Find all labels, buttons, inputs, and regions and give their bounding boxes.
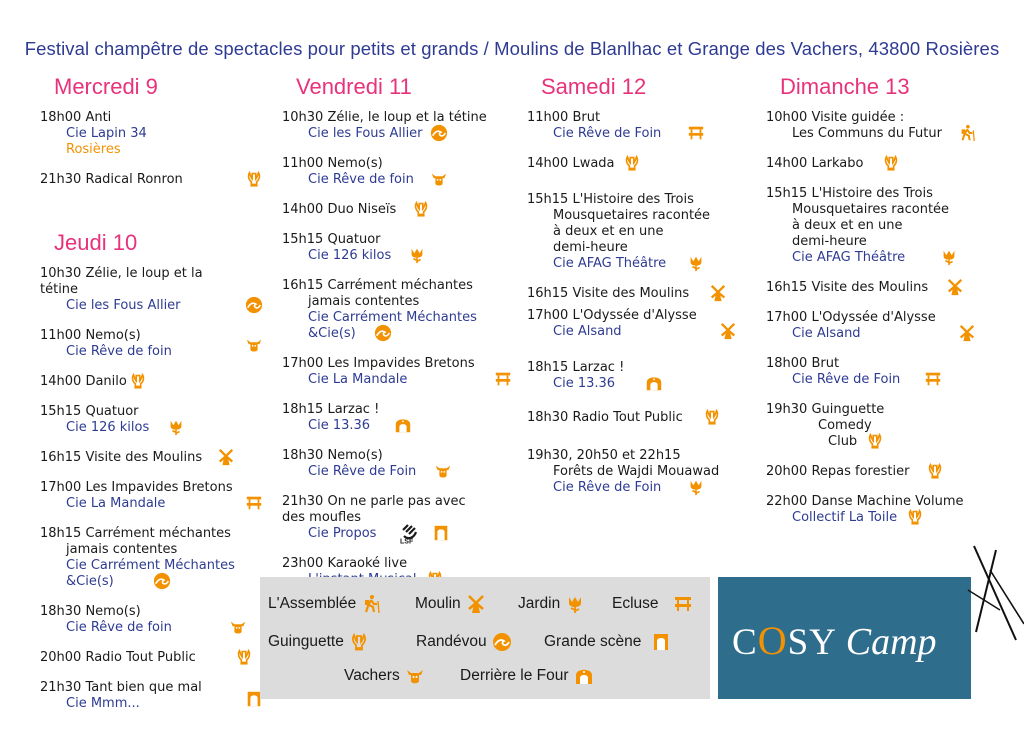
assemblee-hiker-icon bbox=[361, 594, 381, 614]
event-jeu-radio bbox=[40, 650, 265, 666]
event-ven-quatuor bbox=[282, 232, 514, 264]
day-title-dimanche: Dimanche 13 bbox=[780, 74, 910, 99]
legend-item-assemblee bbox=[268, 593, 381, 615]
jardin-flower-icon bbox=[687, 254, 705, 272]
guinguette-lyre-icon bbox=[349, 632, 369, 652]
column-dimanche bbox=[766, 72, 988, 540]
randevou-wave-icon bbox=[153, 572, 171, 590]
event-company: Cie les Fous Allier bbox=[308, 126, 423, 141]
event-ven-duo-niseis bbox=[282, 202, 514, 218]
event-mer-radical-ronron bbox=[40, 172, 265, 188]
ecluse-gate-icon bbox=[924, 370, 942, 388]
event-jeu-visite-moulins bbox=[40, 450, 265, 466]
randevou-wave-icon bbox=[245, 296, 263, 314]
tent-sticks-icon bbox=[940, 540, 1024, 650]
event-time-title: 18h00 Anti bbox=[40, 110, 112, 125]
event-time-title: 17h00 L'Odyssée d'Alysse bbox=[766, 310, 936, 325]
ecluse-gate-icon bbox=[245, 494, 263, 512]
event-title-cont: jamais contentes bbox=[66, 542, 178, 557]
event-time-title: 16h15 Visite des Moulins bbox=[766, 280, 929, 295]
event-sam-radio bbox=[527, 410, 749, 426]
event-title-cont: Mousquetaires racontée bbox=[553, 208, 711, 223]
event-company-cont: &Cie(s) bbox=[308, 326, 356, 341]
event-time-title: 18h30 Nemo(s) bbox=[40, 604, 141, 619]
logo-part-c: C bbox=[732, 622, 758, 663]
logo-part-camp: Camp bbox=[845, 621, 937, 663]
legend-item-randevou bbox=[416, 631, 512, 653]
sign-language-icon bbox=[400, 522, 426, 544]
legend-label: Guinguette bbox=[268, 633, 344, 650]
vachers-cow-icon bbox=[405, 666, 425, 686]
event-time-title: 21h30 Radical Ronron bbox=[40, 172, 183, 187]
event-dim-odyssee bbox=[766, 310, 988, 342]
randevou-wave-icon bbox=[374, 324, 392, 342]
event-company: Cie La Mandale bbox=[308, 372, 408, 387]
event-company: Cie Rêve de Foin bbox=[792, 372, 901, 387]
event-time-title: 20h00 Repas forestier bbox=[766, 464, 910, 479]
day-title-vendredi: Vendredi 11 bbox=[296, 74, 412, 99]
event-time-title: 10h00 Visite guidée : bbox=[766, 110, 905, 125]
event-time-title: 21h30 Tant bien que mal bbox=[40, 680, 202, 695]
event-time-title: 16h15 Carrément méchantes bbox=[282, 278, 473, 293]
moulin-windmill-icon bbox=[946, 278, 964, 296]
event-time-title: 14h00 Duo Niseïs bbox=[282, 202, 397, 217]
event-time-title: 19h30, 20h50 et 22h15 bbox=[527, 448, 681, 463]
event-dim-visite-moulins bbox=[766, 280, 988, 296]
guinguette-lyre-icon bbox=[866, 432, 884, 450]
jardin-flower-icon bbox=[940, 248, 958, 266]
event-mer-anti bbox=[40, 110, 265, 158]
event-dim-visite-guidee bbox=[766, 110, 988, 142]
legend-item-derriere-four bbox=[460, 665, 594, 687]
event-jeu-danilo bbox=[40, 374, 265, 390]
legend-item-jardin bbox=[518, 593, 585, 615]
vachers-cow-icon bbox=[229, 618, 247, 636]
event-company: Collectif La Toile bbox=[792, 510, 898, 525]
event-company: Cie les Fous Allier bbox=[66, 298, 181, 313]
event-location: Rosières bbox=[66, 142, 121, 157]
vachers-cow-icon bbox=[430, 170, 448, 188]
event-company: Cie 126 kilos bbox=[308, 248, 392, 263]
event-title-cont: à deux et en une bbox=[553, 224, 664, 239]
derriere-four-icon bbox=[394, 416, 412, 434]
event-dim-danse-machine bbox=[766, 494, 988, 526]
event-ven-impavides bbox=[282, 356, 514, 388]
event-time-title: 21h30 On ne parle pas avec bbox=[282, 494, 466, 509]
event-company: Cie 13.36 bbox=[553, 376, 616, 391]
event-time-title: 11h00 Nemo(s) bbox=[40, 328, 141, 343]
event-time-title: 17h00 Les Impavides Bretons bbox=[40, 480, 233, 495]
event-company: Cie 126 kilos bbox=[66, 420, 150, 435]
moulin-windmill-icon bbox=[217, 448, 235, 466]
event-title-cont: demi-heure bbox=[792, 234, 867, 249]
legend-label: Derrière le Four bbox=[460, 667, 569, 684]
moulin-windmill-icon bbox=[709, 284, 727, 302]
event-company: Cie Rêve de Foin bbox=[308, 464, 417, 479]
legend-item-moulin bbox=[415, 593, 486, 615]
event-time-title: 18h30 Nemo(s) bbox=[282, 448, 383, 463]
event-title-cont: Club bbox=[828, 434, 858, 449]
column-vendredi bbox=[282, 72, 514, 602]
event-time-title: 10h30 Zélie, le loup et la tétine bbox=[282, 110, 487, 125]
event-sam-brut bbox=[527, 110, 749, 142]
event-ven-larzac bbox=[282, 402, 514, 434]
legend-label: Vachers bbox=[344, 667, 400, 684]
day-title-jeudi: Jeudi 10 bbox=[54, 230, 138, 255]
event-company: Cie Alsand bbox=[792, 326, 861, 341]
jardin-flower-icon bbox=[408, 246, 426, 264]
event-jeu-zelie bbox=[40, 266, 265, 314]
event-time-title: 19h30 Guinguette bbox=[766, 402, 885, 417]
event-company: Les Communs du Futur bbox=[792, 126, 942, 141]
moulin-windmill-icon bbox=[958, 324, 976, 342]
assemblee-hiker-icon bbox=[958, 124, 976, 142]
randevou-wave-icon bbox=[492, 632, 512, 652]
guinguette-lyre-icon bbox=[235, 648, 253, 666]
event-title-cont: Forêts de Wajdi Mouawad bbox=[553, 464, 720, 479]
event-jeu-nemos-2 bbox=[40, 604, 265, 636]
event-dim-guinguette-comedy bbox=[766, 402, 988, 450]
event-title-cont: Mousquetaires racontée bbox=[792, 202, 950, 217]
event-company: Cie Lapin 34 bbox=[66, 126, 147, 141]
event-sam-lwada bbox=[527, 156, 749, 172]
event-time-title: 18h00 Brut bbox=[766, 356, 840, 371]
derriere-four-icon bbox=[645, 374, 663, 392]
event-company: Cie Rêve de Foin bbox=[553, 126, 662, 141]
event-time-title: 17h00 Les Impavides Bretons bbox=[282, 356, 475, 371]
legend-label: Jardin bbox=[518, 595, 561, 612]
event-company: Cie Carrément Méchantes bbox=[308, 310, 477, 325]
event-time-title: 11h00 Nemo(s) bbox=[282, 156, 383, 171]
event-sam-odyssee bbox=[527, 308, 749, 340]
legend-label: Randévou bbox=[416, 633, 487, 650]
event-title-cont: des moufles bbox=[282, 510, 361, 525]
jardin-flower-icon bbox=[687, 478, 705, 496]
event-title-cont: jamais contentes bbox=[308, 294, 420, 309]
moulin-windmill-icon bbox=[466, 594, 486, 614]
legend-item-vachers bbox=[344, 665, 425, 687]
event-time-title: 14h00 Danilo bbox=[40, 374, 127, 389]
event-ven-carrement bbox=[282, 278, 514, 342]
logo-part-o: O bbox=[757, 618, 788, 663]
event-company: Cie Alsand bbox=[553, 324, 622, 339]
event-ven-zelie bbox=[282, 110, 514, 142]
guinguette-lyre-icon bbox=[623, 154, 641, 172]
event-time-title: 17h00 L'Odyssée d'Alysse bbox=[527, 308, 697, 323]
event-time-title: 20h00 Radio Tout Public bbox=[40, 650, 196, 665]
festival-banner: Festival champêtre de spectacles pour petits et grands / Moulins de Blanlhac et Grange des Vachers, 43800 Rosières bbox=[24, 38, 1000, 59]
event-time-title: 16h15 Visite des Moulins bbox=[40, 450, 203, 465]
column-mercredi-jeudi bbox=[40, 72, 265, 726]
guinguette-lyre-icon bbox=[926, 462, 944, 480]
event-time-title: 15h15 Quatuor bbox=[282, 232, 381, 247]
day-title-samedi: Samedi 12 bbox=[541, 74, 647, 99]
grande-scene-icon bbox=[432, 524, 450, 542]
randevou-wave-icon bbox=[430, 124, 448, 142]
derriere-four-icon bbox=[574, 666, 594, 686]
event-ven-nemos-2 bbox=[282, 448, 514, 480]
event-company: Cie Carrément Méchantes bbox=[66, 558, 235, 573]
event-time-title: 15h15 L'Histoire des Trois bbox=[766, 186, 933, 201]
event-jeu-nemos bbox=[40, 328, 265, 360]
event-jeu-carrement bbox=[40, 526, 265, 590]
legend-label: Grande scène bbox=[544, 633, 642, 650]
ecluse-gate-icon bbox=[673, 594, 693, 614]
event-sam-visite-moulins bbox=[527, 286, 749, 302]
legend-label: L'Assemblée bbox=[268, 595, 357, 612]
event-jeu-tant-bien bbox=[40, 680, 265, 712]
event-ven-moufles bbox=[282, 494, 514, 542]
event-time-title: 18h15 Larzac ! bbox=[527, 360, 625, 375]
vachers-cow-icon bbox=[245, 336, 263, 354]
event-time-title: 15h15 L'Histoire des Trois bbox=[527, 192, 694, 207]
day-title-mercredi: Mercredi 9 bbox=[54, 74, 158, 99]
jardin-flower-icon bbox=[565, 594, 585, 614]
legend-label: Ecluse bbox=[612, 595, 659, 612]
lsf-label: LSF bbox=[400, 538, 414, 544]
vachers-cow-icon bbox=[434, 462, 452, 480]
event-time-title: 11h00 Brut bbox=[527, 110, 601, 125]
guinguette-lyre-icon bbox=[703, 408, 721, 426]
event-title-cont: à deux et en une bbox=[792, 218, 903, 233]
grande-scene-icon bbox=[651, 632, 671, 652]
event-title-cont: demi-heure bbox=[553, 240, 628, 255]
event-time-title: 22h00 Danse Machine Volume bbox=[766, 494, 964, 509]
event-sam-larzac bbox=[527, 360, 749, 392]
event-time-title: 10h30 Zélie, le loup et la tétine bbox=[40, 266, 203, 297]
moulin-windmill-icon bbox=[719, 322, 737, 340]
event-dim-mousquetaires bbox=[766, 186, 988, 266]
event-dim-larkabo bbox=[766, 156, 988, 172]
event-company: Cie Rêve de foin bbox=[66, 344, 172, 359]
event-time-title: 18h30 Radio Tout Public bbox=[527, 410, 683, 425]
event-title-cont: Comedy bbox=[818, 418, 872, 433]
guinguette-lyre-icon bbox=[412, 200, 430, 218]
event-company: Cie Rêve de Foin bbox=[553, 480, 662, 495]
event-company: Cie Propos bbox=[308, 526, 377, 541]
event-time-title: 14h00 Lwada bbox=[527, 156, 615, 171]
event-time-title: 16h15 Visite des Moulins bbox=[527, 286, 690, 301]
event-sam-mousquetaires bbox=[527, 192, 749, 272]
event-jeu-impavides bbox=[40, 480, 265, 512]
logo-text bbox=[732, 617, 937, 664]
guinguette-lyre-icon bbox=[906, 508, 924, 526]
guinguette-lyre-icon bbox=[245, 170, 263, 188]
event-sam-forets bbox=[527, 448, 749, 496]
event-dim-repas bbox=[766, 464, 988, 480]
event-time-title: 23h00 Karaoké live bbox=[282, 556, 408, 571]
guinguette-lyre-icon bbox=[129, 372, 147, 390]
event-time-title: 18h15 Larzac ! bbox=[282, 402, 380, 417]
venue-legend bbox=[260, 577, 710, 699]
event-company: Cie AFAG Théâtre bbox=[792, 250, 906, 265]
event-time-title: 15h15 Quatuor bbox=[40, 404, 139, 419]
event-time-title: 14h00 Larkabo bbox=[766, 156, 864, 171]
logo-part-sy: SY bbox=[787, 622, 836, 663]
event-company: Cie Rêve de foin bbox=[66, 620, 172, 635]
ecluse-gate-icon bbox=[494, 370, 512, 388]
event-time-title: 18h15 Carrément méchantes bbox=[40, 526, 231, 541]
legend-item-guinguette bbox=[268, 631, 369, 653]
cosycamp-logo bbox=[718, 577, 971, 699]
legend-label: Moulin bbox=[415, 595, 461, 612]
event-dim-brut bbox=[766, 356, 988, 388]
event-jeu-quatuor bbox=[40, 404, 265, 436]
legend-item-ecluse bbox=[612, 593, 693, 615]
event-company: Cie Rêve de foin bbox=[308, 172, 414, 187]
event-company: Cie La Mandale bbox=[66, 496, 166, 511]
ecluse-gate-icon bbox=[687, 124, 705, 142]
event-company: Cie Mmm... bbox=[66, 696, 140, 711]
legend-item-grande-scene bbox=[544, 631, 671, 653]
event-company: Cie 13.36 bbox=[308, 418, 371, 433]
event-ven-nemos bbox=[282, 156, 514, 188]
event-company: Cie AFAG Théâtre bbox=[553, 256, 667, 271]
column-samedi bbox=[527, 72, 749, 510]
jardin-flower-icon bbox=[167, 418, 185, 436]
event-company-cont: &Cie(s) bbox=[66, 574, 114, 589]
guinguette-lyre-icon bbox=[882, 154, 900, 172]
